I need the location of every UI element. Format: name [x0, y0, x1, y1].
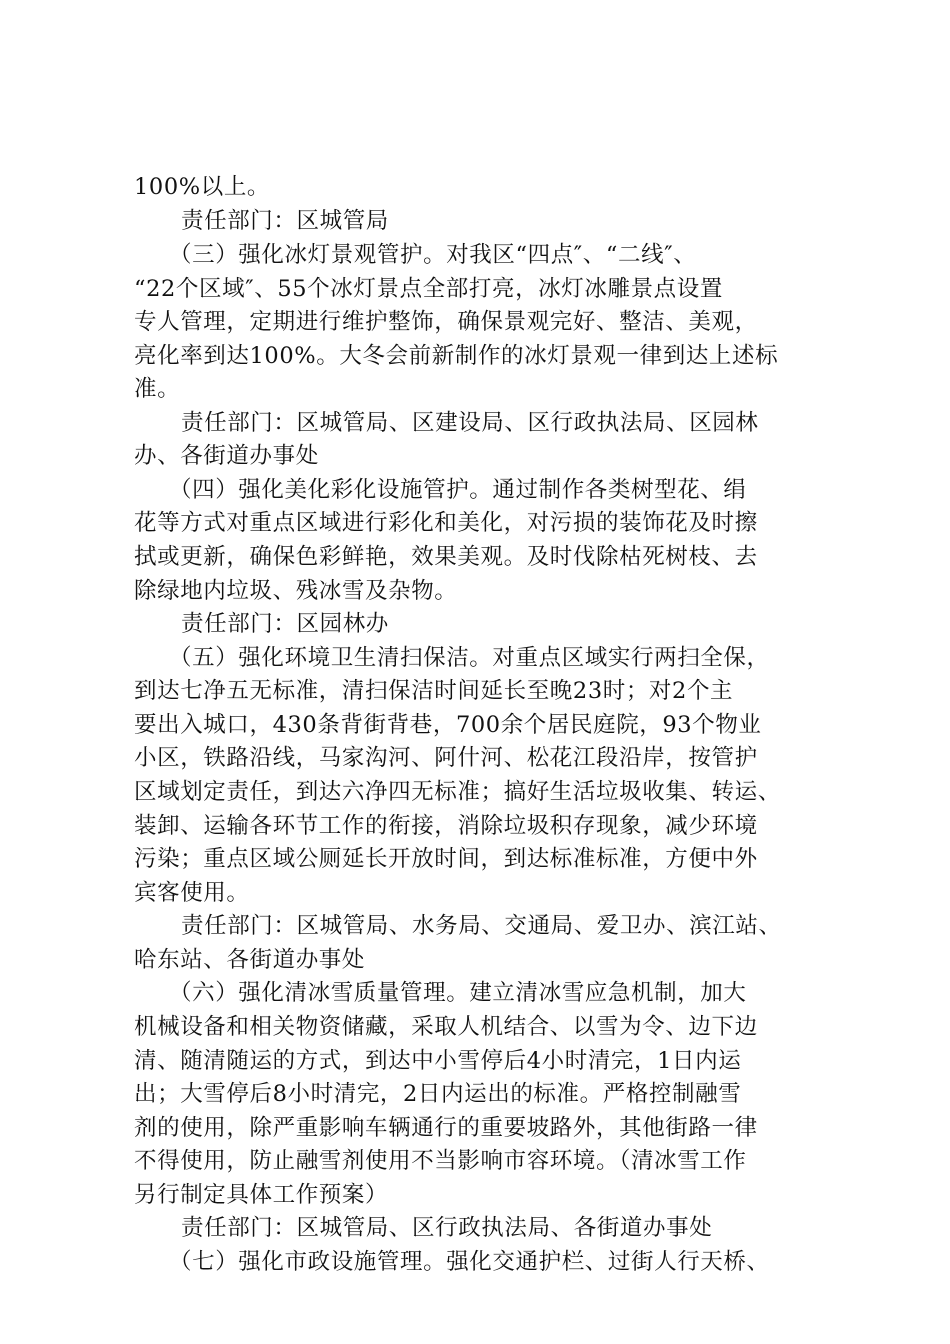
responsible-dept-line: 责任部门：区城管局、区行政执法局、各街道办事处: [181, 1215, 713, 1241]
responsible-dept-line: 责任部门：区城管局、区建设局、区行政执法局、区园林: [181, 410, 759, 436]
text-line: 另行制定具体工作预案）: [134, 1182, 389, 1208]
text-line: 污染；重点区域公厕延长开放时间，到达标准标准，方便中外: [134, 846, 758, 872]
text-line: 办、各街道办事处: [134, 443, 319, 469]
text-line: 清、随清随运的方式，到达中小雪停后4小时清完，1日内运: [134, 1048, 742, 1074]
text-line: 区域划定责任，到达六净四无标准；搞好生活垃圾收集、转运、: [134, 779, 781, 805]
text-line: 不得使用，防止融雪剂使用不当影响市容环境。（清冰雪工作: [134, 1148, 747, 1174]
section-heading-4: （四）强化美化彩化设施管护。通过制作各类树型花、绢: [169, 477, 747, 503]
text-line: 宾客使用。: [134, 880, 250, 906]
section-heading-6: （六）强化清冰雪质量管理。建立清冰雪应急机制，加大: [169, 980, 747, 1006]
section-heading-5: （五）强化环境卫生清扫保洁。对重点区域实行两扫全保，: [169, 645, 770, 671]
text-line: 拭或更新，确保色彩鲜艳，效果美观。及时伐除枯死树枝、去: [134, 544, 758, 570]
text-line: 专人管理，定期进行维护整饰，确保景观完好、整洁、美观，: [134, 309, 758, 335]
text-line: 要出入城口，430条背街背巷，700余个居民庭院，93个物业: [134, 712, 762, 738]
text-line: 到达七净五无标准，清扫保洁时间延长至晚23时；对2个主: [134, 678, 734, 704]
text-line: 装卸、运输各环节工作的衔接，消除垃圾积存现象，减少环境: [134, 813, 758, 839]
section-heading-3: （三）强化冰灯景观管护。对我区“四点″、“二线″、: [169, 242, 697, 268]
text-line: 出；大雪停后8小时清完，2日内运出的标准。严格控制融雪: [134, 1081, 742, 1107]
text-line: “22个区域″、55个冰灯景点全部打亮，冰灯冰雕景点设置: [134, 276, 723, 302]
text-line: 准。: [134, 376, 181, 402]
responsible-dept-line: 责任部门：区城管局、水务局、交通局、爱卫办、滨江站、: [181, 913, 782, 939]
responsible-dept-line: 责任部门：区园林办: [181, 611, 389, 637]
section-heading-7: （七）强化市政设施管理。强化交通护栏、过街人行天桥、: [169, 1249, 770, 1275]
text-line: 机械设备和相关物资储藏，采取人机结合、以雪为令、边下边: [134, 1014, 758, 1040]
text-line: 100%以上。: [134, 174, 271, 200]
text-line: 花等方式对重点区域进行彩化和美化，对污损的装饰花及时擦: [134, 510, 758, 536]
text-line: 除绿地内垃圾、残冰雪及杂物。: [134, 578, 458, 604]
text-line: 剂的使用，除严重影响车辆通行的重要坡路外，其他街路一律: [134, 1115, 758, 1141]
responsible-dept-line: 责任部门：区城管局: [181, 208, 389, 234]
text-line: 哈东站、各街道办事处: [134, 947, 366, 973]
text-line: 小区，铁路沿线，马家沟河、阿什河、松花江段沿岸，按管护: [134, 745, 758, 771]
text-line: 亮化率到达100%。大冬会前新制作的冰灯景观一律到达上述标: [134, 343, 779, 369]
